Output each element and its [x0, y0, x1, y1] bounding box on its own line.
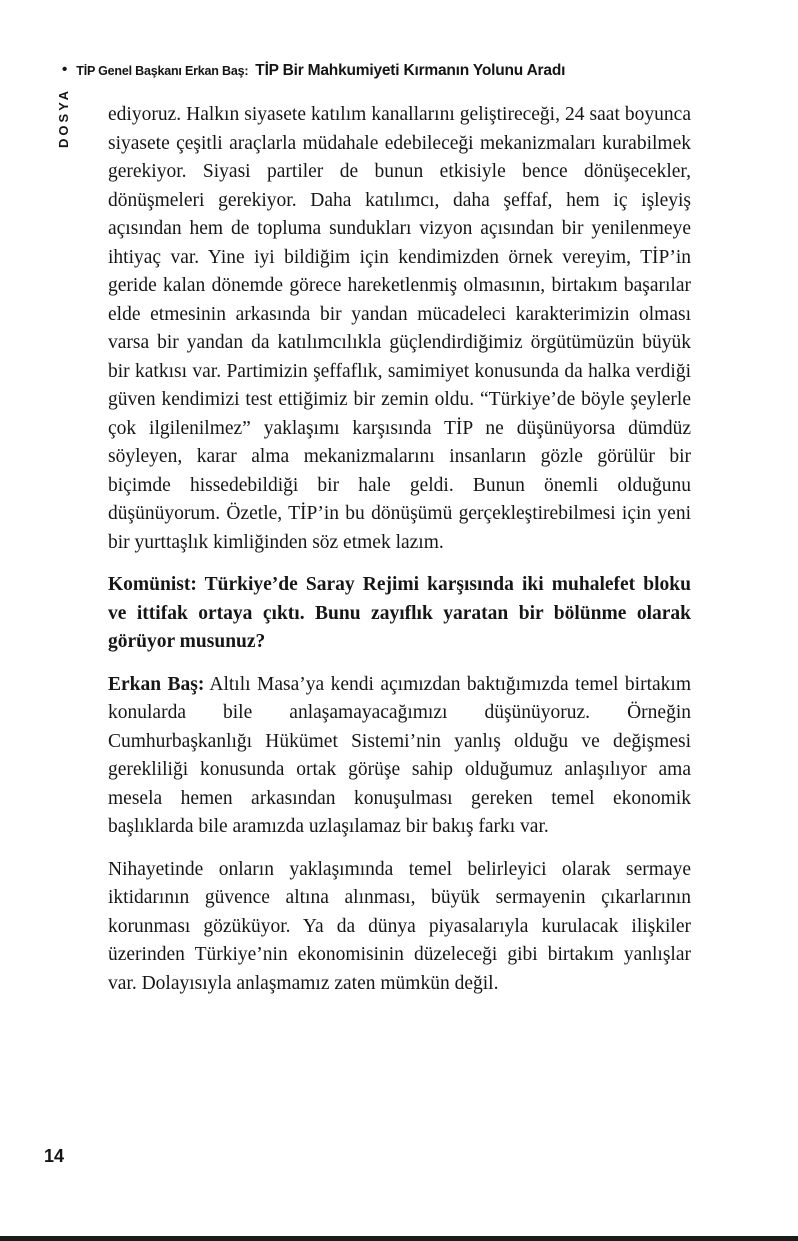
page-header	[62, 62, 742, 80]
paragraph-answer-continuation: ediyoruz. Halkın siyasete katılım kanallarını geliştireceği, 24 saat boyunca siyasete çeşitli araçlarla müdahale edebileceği mekanizmaları kurabilmek gerekiyor. Siyasi partiler de bunun etkisiyle bence dönüşecekler, dönüşmeleri gerekiyor. Daha katılımcı, daha şeffaf, hem iç işleyiş açısından hem de topluma sundukları vizyon açısından bir yenilenmeye ihtiyaç var. Yine iyi bildiğim için kendimizden örnek vereyim, TİP’in geride kalan dönemde görece hareketlenmiş olmasının, birtakım başarılar elde etmesinin arkasında bir yandan mücadeleci karakterimizin olması varsa bir yandan da katılımcılıkla güçlendirdiğimiz örgütümüzün büyük bir katkısı var. Partimizin şeffaflık, samimiyet konusunda da halka verdiği güven kendimizi test ettiğimiz bir zemin oldu. “Türkiye’de böyle şeylerle çok ilgilenilmez” yaklaşımı karşısında TİP ne düşünüyorsa dümdüz söyleyen, karar alma mekanizmalarını insanların gözle görülür bir biçimde hissedebildiği bir hale geldi. Bunun önemli olduğunu düşünüyorum. Özetle, TİP’in bu dönüşümü gerçekleştirebilmesi için yeni bir yurttaşlık kimliğinden söz etmek lazım.	[108, 104, 691, 553]
paragraph-interview-answer	[108, 671, 691, 842]
paragraph-interview-question: Komünist: Türkiye’de Saray Rejimi karşısında iki muhalefet bloku ve ittifak ortaya çıktı. Bunu zayıflık yaratan bir bölünme olarak görüyor musunuz?	[108, 574, 691, 652]
header-kicker: TİP Genel Başkanı Erkan Baş:	[76, 64, 249, 78]
paragraph-answer-second: Nihayetinde onların yaklaşımında temel belirleyici olarak sermaye iktidarının güvence altına alınması, büyük sermayenin çıkarlarının korunması gözüküyor. Ya da dünya piyasalarıyla kurulacak ilişkiler üzerinden Türkiye’nin ekonomisinin düzeleceği gibi birtakım yanlışlar var. Dolayısıyla anlaşmamız zaten mümkün değil.	[108, 858, 691, 994]
answer-text: Altılı Masa’ya kendi açımızdan baktığımızda temel birtakım konularda bile anlaşamayacağımızı düşünüyoruz. Örneğin Cumhurbaşkanlığı Hükümet Sistemi’nin yanlış olduğu ve değişmesi gerekliliği konusunda ortak görüşe sahip olduğumuz anlaşılıyor ama mesela hemen arkasından konuşulması gereken temel ekonomik başlıklarda bile aramızda uzlaşılamaz bir bakış farkı var.	[108, 673, 691, 837]
article-title: TİP Bir Mahkumiyeti Kırmanın Yolunu Aradı	[255, 62, 566, 79]
speaker-name: Erkan Baş:	[108, 673, 205, 695]
section-label-dosya: DOSYA	[56, 88, 71, 149]
bullet-icon: •	[62, 61, 68, 78]
scan-bottom-edge	[0, 1236, 798, 1241]
page-number: 14	[44, 1146, 65, 1166]
article-body	[108, 101, 691, 1012]
